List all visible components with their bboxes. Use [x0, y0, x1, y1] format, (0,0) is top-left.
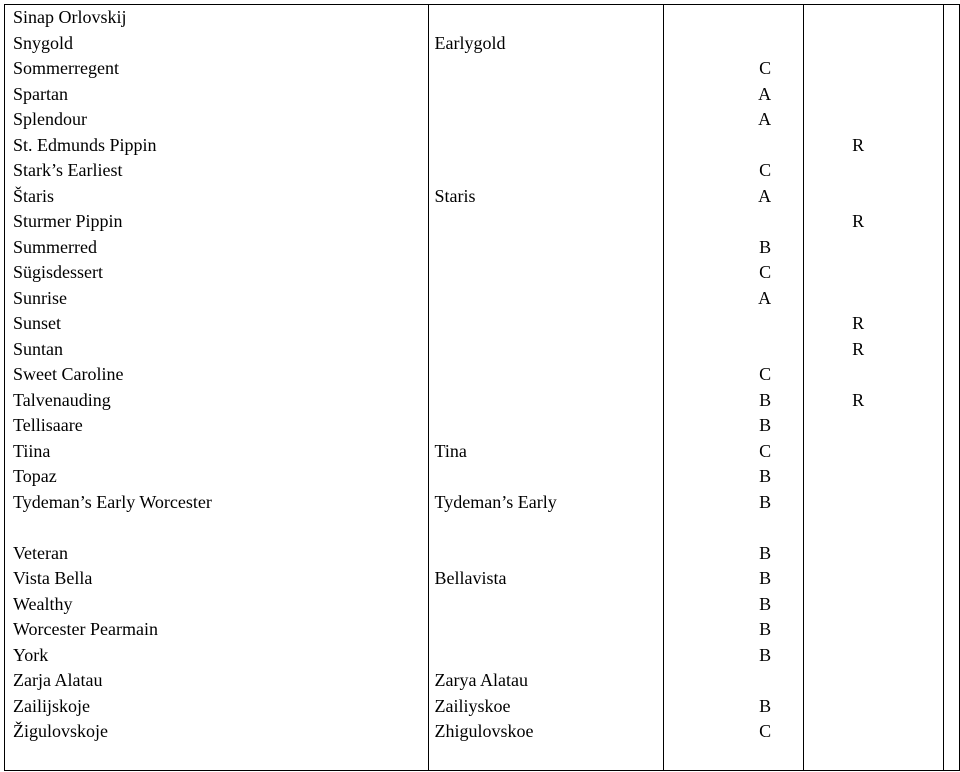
empty-cell [943, 490, 959, 541]
grade-cell: C [664, 362, 804, 388]
synonym-cell: Bellavista [428, 566, 664, 592]
synonym-cell [428, 311, 664, 337]
table-row [5, 719, 960, 745]
empty-cell [943, 668, 959, 694]
variety-name-cell: Štaris [5, 184, 429, 210]
synonym-cell: Staris [428, 184, 664, 210]
grade-cell: B [664, 235, 804, 261]
variety-name-cell: St. Edmunds Pippin [5, 133, 429, 159]
table-row [5, 617, 960, 643]
empty-cell [943, 31, 959, 57]
variety-name-cell: Sturmer Pippin [5, 209, 429, 235]
grade-cell: C [664, 719, 804, 745]
mark-cell [804, 566, 944, 592]
variety-name-cell: Spartan [5, 82, 429, 108]
variety-table [4, 4, 960, 771]
empty-cell [943, 719, 959, 745]
synonym-cell [428, 337, 664, 363]
mark-cell [804, 643, 944, 669]
grade-cell: B [664, 643, 804, 669]
grade-cell: B [664, 592, 804, 618]
variety-name-cell: Topaz [5, 464, 429, 490]
grade-cell [664, 668, 804, 694]
variety-name-cell: Zailijskoje [5, 694, 429, 720]
mark-cell [804, 5, 944, 31]
variety-table-body [5, 5, 960, 771]
empty-cell [943, 413, 959, 439]
empty-cell [943, 184, 959, 210]
variety-table-container [4, 4, 960, 771]
synonym-cell [428, 133, 664, 159]
synonym-cell: Tydeman’s Early [428, 490, 664, 541]
variety-name-cell: Sweet Caroline [5, 362, 429, 388]
table-row [5, 82, 960, 108]
table-row [5, 541, 960, 567]
grade-cell: B [664, 413, 804, 439]
empty-cell [943, 5, 959, 31]
table-row [5, 413, 960, 439]
empty-cell [943, 464, 959, 490]
mark-cell [804, 719, 944, 745]
synonym-cell [428, 260, 664, 286]
grade-cell: C [664, 260, 804, 286]
grade-cell: B [664, 694, 804, 720]
empty-cell [943, 107, 959, 133]
grade-cell [664, 31, 804, 57]
variety-name-cell: Zarja Alatau [5, 668, 429, 694]
synonym-cell [428, 388, 664, 414]
grade-cell: B [664, 464, 804, 490]
table-row [5, 490, 960, 541]
empty-cell [943, 56, 959, 82]
mark-cell [804, 694, 944, 720]
grade-cell: B [664, 490, 804, 541]
table-row [5, 337, 960, 363]
table-row [5, 158, 960, 184]
empty-cell [943, 337, 959, 363]
synonym-cell [428, 235, 664, 261]
variety-name-cell: Suntan [5, 337, 429, 363]
variety-name-cell: Sunset [5, 311, 429, 337]
variety-name-cell: Sinap Orlovskij [5, 5, 429, 31]
table-row [5, 388, 960, 414]
mark-cell [804, 82, 944, 108]
table-row [5, 566, 960, 592]
mark-cell: R [804, 311, 944, 337]
empty-cell [943, 235, 959, 261]
mark-cell [804, 31, 944, 57]
grade-cell: A [664, 286, 804, 312]
grade-cell: A [664, 184, 804, 210]
mark-cell [804, 184, 944, 210]
table-row [5, 439, 960, 465]
synonym-cell [428, 107, 664, 133]
mark-cell [804, 235, 944, 261]
grade-cell [664, 337, 804, 363]
empty-cell [943, 745, 959, 771]
table-row [5, 235, 960, 261]
empty-cell [943, 694, 959, 720]
variety-name-cell: York [5, 643, 429, 669]
mark-cell [804, 617, 944, 643]
table-row [5, 56, 960, 82]
variety-name-cell: Veteran [5, 541, 429, 567]
mark-cell [804, 541, 944, 567]
table-row [5, 184, 960, 210]
empty-cell [943, 617, 959, 643]
empty-cell [943, 541, 959, 567]
synonym-cell [428, 592, 664, 618]
table-row [5, 311, 960, 337]
variety-name-cell: Žigulovskoje [5, 719, 429, 745]
empty-cell [943, 209, 959, 235]
grade-cell: A [664, 82, 804, 108]
mark-cell [804, 286, 944, 312]
variety-name-cell: Talvenauding [5, 388, 429, 414]
variety-name-cell [5, 745, 429, 771]
table-row [5, 5, 960, 31]
table-row [5, 133, 960, 159]
table-row [5, 286, 960, 312]
variety-name-cell: Worcester Pearmain [5, 617, 429, 643]
synonym-cell [428, 362, 664, 388]
mark-cell [804, 413, 944, 439]
synonym-cell [428, 464, 664, 490]
synonym-cell: Zailiyskoe [428, 694, 664, 720]
table-row [5, 209, 960, 235]
empty-cell [943, 82, 959, 108]
grade-cell: C [664, 158, 804, 184]
table-row [5, 362, 960, 388]
empty-cell [943, 286, 959, 312]
synonym-cell [428, 5, 664, 31]
table-row [5, 745, 960, 771]
variety-name-cell: Sommerregent [5, 56, 429, 82]
empty-cell [943, 311, 959, 337]
empty-cell [943, 439, 959, 465]
mark-cell: R [804, 388, 944, 414]
variety-name-cell: Sunrise [5, 286, 429, 312]
grade-cell: B [664, 566, 804, 592]
empty-cell [943, 566, 959, 592]
empty-cell [943, 362, 959, 388]
synonym-cell: Tina [428, 439, 664, 465]
variety-name-cell: Snygold [5, 31, 429, 57]
synonym-cell: Zhigulovskoe [428, 719, 664, 745]
table-row [5, 107, 960, 133]
table-row [5, 668, 960, 694]
variety-name-cell: Wealthy [5, 592, 429, 618]
synonym-cell: Earlygold [428, 31, 664, 57]
mark-cell [804, 158, 944, 184]
empty-cell [943, 133, 959, 159]
empty-cell [943, 643, 959, 669]
empty-cell [943, 158, 959, 184]
synonym-cell [428, 413, 664, 439]
table-row [5, 260, 960, 286]
variety-name-cell: Tellisaare [5, 413, 429, 439]
grade-cell: B [664, 617, 804, 643]
mark-cell [804, 260, 944, 286]
synonym-cell [428, 209, 664, 235]
empty-cell [943, 388, 959, 414]
mark-cell: R [804, 133, 944, 159]
variety-name-cell: Vista Bella [5, 566, 429, 592]
grade-cell: C [664, 56, 804, 82]
synonym-cell [428, 541, 664, 567]
variety-name-cell: Tydeman’s Early Worcester [5, 490, 429, 541]
synonym-cell [428, 745, 664, 771]
empty-cell [943, 260, 959, 286]
synonym-cell [428, 158, 664, 184]
grade-cell [664, 133, 804, 159]
grade-cell [664, 745, 804, 771]
synonym-cell [428, 643, 664, 669]
grade-cell [664, 209, 804, 235]
table-row [5, 643, 960, 669]
mark-cell [804, 592, 944, 618]
synonym-cell: Zarya Alatau [428, 668, 664, 694]
mark-cell [804, 56, 944, 82]
mark-cell: R [804, 337, 944, 363]
synonym-cell [428, 617, 664, 643]
variety-name-cell: Stark’s Earliest [5, 158, 429, 184]
variety-name-cell: Splendour [5, 107, 429, 133]
table-row [5, 694, 960, 720]
grade-cell: B [664, 388, 804, 414]
variety-name-cell: Summerred [5, 235, 429, 261]
grade-cell [664, 311, 804, 337]
grade-cell: B [664, 541, 804, 567]
variety-name-cell: Sügisdessert [5, 260, 429, 286]
mark-cell [804, 668, 944, 694]
grade-cell: A [664, 107, 804, 133]
variety-name-cell: Tiina [5, 439, 429, 465]
mark-cell [804, 490, 944, 541]
empty-cell [943, 592, 959, 618]
mark-cell [804, 439, 944, 465]
grade-cell [664, 5, 804, 31]
mark-cell: R [804, 209, 944, 235]
synonym-cell [428, 82, 664, 108]
mark-cell [804, 107, 944, 133]
table-row [5, 31, 960, 57]
mark-cell [804, 745, 944, 771]
mark-cell [804, 362, 944, 388]
synonym-cell [428, 56, 664, 82]
table-row [5, 464, 960, 490]
grade-cell: C [664, 439, 804, 465]
table-row [5, 592, 960, 618]
mark-cell [804, 464, 944, 490]
synonym-cell [428, 286, 664, 312]
